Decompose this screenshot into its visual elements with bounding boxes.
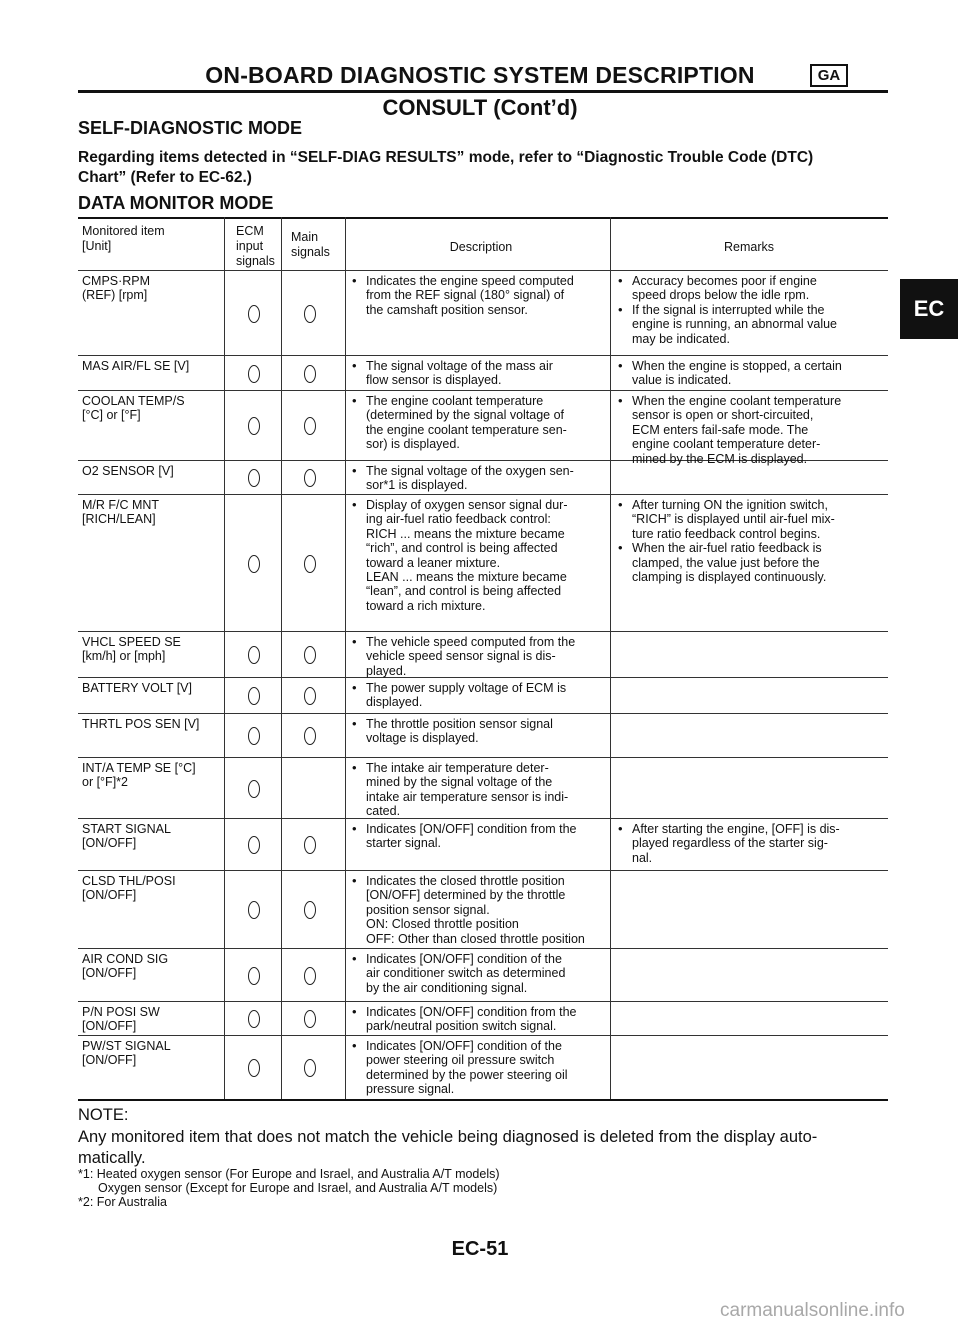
row-description: The engine coolant temperature [366,394,544,408]
row-remarks: ECM enters fail-safe mode. The [632,422,809,437]
row-description: air conditioner switch as determined [366,966,566,981]
ecm-input-mark [248,305,260,323]
footnote-2: *2: For Australia [78,1195,167,1209]
table-column-rule [224,217,225,1099]
ecm-input-mark [248,417,260,435]
self-diag-heading: SELF-DIAGNOSTIC MODE [78,118,302,138]
table-column-rule [610,217,611,1099]
row-description: ing air-fuel ratio feedback control: [366,512,551,527]
row-monitored-item: AIR COND SIG [82,952,169,966]
row-description: [ON/OFF] determined by the throttle [366,888,566,903]
row-description: displayed. [366,695,423,710]
remarks-bullet: • [618,821,623,836]
header-monitored-item: [Unit] [82,239,112,253]
ecm-input-mark [248,365,260,383]
row-description: sor*1 is displayed. [366,478,468,493]
ecm-input-mark [248,1010,260,1028]
header-main-signals: Main [291,230,319,244]
ecm-input-mark [248,646,260,664]
ecm-input-mark [248,780,260,798]
row-description: The throttle position sensor signal [366,717,553,731]
row-monitored-item: CMPS·RPM [82,274,151,288]
header-rule [78,90,888,93]
row-monitored-item: [RICH/LEAN] [82,512,156,527]
page-number: EC-51 [451,1238,509,1260]
page-title: ON-BOARD DIAGNOSTIC SYSTEM DESCRIPTION [205,62,755,88]
row-monitored-item: (REF) [rpm] [82,288,148,303]
table-row-rule [78,818,888,819]
self-diag-text [78,148,898,188]
description-bullet: • [352,497,357,512]
row-remarks: nal. [632,850,653,865]
row-monitored-item: MAS AIR/FL SE [V] [82,359,190,373]
row-monitored-item: O2 SENSOR [V] [82,464,174,478]
description-bullet: • [352,393,357,408]
row-description: (determined by the signal voltage of [366,408,565,423]
table-row-rule [78,948,888,949]
row-remarks: value is indicated. [632,373,732,388]
description-bullet: • [352,680,357,695]
main-signal-mark [304,1010,316,1028]
row-monitored-item: START SIGNAL [82,822,171,836]
row-description: sor) is displayed. [366,437,460,452]
row-description: toward a rich mixture. [366,598,486,613]
row-description: the engine coolant temperature sen- [366,422,567,437]
row-description: Indicates [ON/OFF] condition from the [366,1005,577,1019]
description-bullet: • [352,358,357,373]
table-bottom-rule [78,1099,888,1101]
main-signal-mark [304,967,316,985]
table-row-rule [78,494,888,495]
remarks-bullet: • [618,358,623,373]
table-row-rule [78,677,888,678]
row-monitored-item: CLSD THL/POSI [82,874,176,888]
header-main-signals: signals [291,245,330,259]
row-remarks: Accuracy becomes poor if engine [632,274,817,288]
description-bullet: • [352,634,357,649]
row-monitored-item: BATTERY VOLT [V] [82,681,192,695]
remarks-bullet: • [618,393,623,408]
row-remarks: clamping is displayed continuously. [632,570,827,584]
ecm-input-mark [248,687,260,705]
row-description: Indicates [ON/OFF] condition of the [366,1039,562,1053]
table-top-rule [78,217,888,219]
row-description: park/neutral position switch signal. [366,1019,557,1034]
table-row-rule [78,631,888,632]
ecm-input-mark [248,555,260,573]
description-bullet: • [352,1038,357,1053]
description-bullet: • [352,760,357,775]
ecm-input-mark [248,1059,260,1077]
row-description: ON: Closed throttle position [366,917,519,932]
ecm-input-mark [248,727,260,745]
ecm-input-mark [248,901,260,919]
table-row-rule [78,757,888,758]
data-monitor-heading: DATA MONITOR MODE [78,193,274,213]
page-subtitle: CONSULT (Cont’d) [382,95,578,120]
note-line-2: matically. [78,1149,146,1167]
description-bullet: • [352,1004,357,1019]
main-signal-mark [304,469,316,487]
row-description: mined by the signal voltage of the [366,775,553,790]
table-row-rule [78,713,888,714]
row-monitored-item: THRTL POS SEN [V] [82,717,200,731]
row-description: Indicates the engine speed computed [366,274,574,288]
row-remarks: engine is running, an abnormal value [632,317,837,332]
footnote-1: *1: Heated oxygen sensor (For Europe and Israel, and Australia A/T models) [78,1167,500,1181]
row-description: power steering oil pressure switch [366,1053,555,1068]
row-remarks: played regardless of the starter sig- [632,836,828,851]
row-description: Indicates [ON/OFF] condition from the [366,822,577,836]
row-remarks: mined by the ECM is displayed. [632,451,808,466]
row-description: The intake air temperature deter- [366,761,549,775]
row-remarks: sensor is open or short-circuited, [632,408,814,423]
remarks-bullet: • [618,540,623,556]
row-monitored-item: [ON/OFF] [82,888,137,903]
row-description: LEAN ... means the mixture became [366,570,567,584]
table-header-rule [78,270,888,271]
header-ecm-input-signals: input [236,239,264,253]
row-remarks: If the signal is interrupted while the [632,302,825,317]
table-row-rule [78,1001,888,1002]
description-bullet: • [352,463,357,478]
row-description: starter signal. [366,836,442,851]
row-description: by the air conditioning signal. [366,980,528,995]
note-line-1: Any monitored item that does not match the vehicle being diagnosed is deleted from the display auto- [78,1128,818,1146]
main-signal-mark [304,555,316,573]
watermark: carmanualsonline.info [720,1300,905,1321]
description-bullet: • [352,716,357,731]
row-description: The signal voltage of the mass air [366,359,553,373]
row-description: flow sensor is displayed. [366,373,502,388]
section-tab-ec: EC [900,279,958,339]
remarks-bullet: • [618,273,623,288]
note-label: NOTE: [78,1106,129,1124]
main-signal-mark [304,836,316,854]
row-monitored-item: or [°F]*2 [82,775,128,790]
main-signal-mark [304,901,316,919]
description-bullet: • [352,821,357,836]
row-monitored-item: [ON/OFF] [82,836,137,851]
row-description: from the REF signal (180° signal) of [366,288,565,303]
row-remarks: When the air-fuel ratio feedback is [632,541,822,556]
row-remarks: After starting the engine, [OFF] is dis- [632,822,840,836]
row-remarks: clamped, the value just before the [632,555,820,570]
row-monitored-item: M/R F/C MNT [82,498,160,512]
table-row-rule [78,390,888,391]
table-column-rule [345,217,346,1099]
table-row-rule [78,1035,888,1036]
self-diag-text-line-2: Chart” (Refer to EC-62.) [78,169,252,186]
main-signal-mark [304,1059,316,1077]
ecm-input-mark [248,469,260,487]
row-description: The power supply voltage of ECM is [366,681,567,695]
row-description: “lean”, and control is being affected [366,584,562,599]
header-description: Description [449,240,513,254]
row-description: The vehicle speed computed from the [366,635,576,649]
row-description: Indicates the closed throttle position [366,874,565,888]
description-bullet: • [352,951,357,966]
main-signal-mark [304,365,316,383]
main-signal-mark [304,646,316,664]
footnote-1-cont: Oxygen sensor (Except for Europe and Israel, and Australia A/T models) [98,1181,498,1195]
header-ecm-input-signals: signals [236,254,275,268]
row-description: RICH ... means the mixture became [366,526,565,541]
row-monitored-item: COOLAN TEMP/S [82,394,185,408]
table-row-rule [78,870,888,871]
row-monitored-item: VHCL SPEED SE [82,635,181,649]
row-monitored-item: [km/h] or [mph] [82,649,166,664]
main-signal-mark [304,417,316,435]
main-signal-mark [304,687,316,705]
ecm-input-mark [248,836,260,854]
description-bullet: • [352,273,357,288]
row-remarks: When the engine coolant temperature [632,394,842,408]
row-monitored-item: [°C] or [°F] [82,408,141,423]
row-description: The signal voltage of the oxygen sen- [366,464,574,478]
description-bullet: • [352,873,357,888]
header-monitored-item: Monitored item [82,224,165,238]
table-row-rule [78,355,888,356]
row-description: vehicle speed sensor signal is dis- [366,649,556,664]
row-remarks: When the engine is stopped, a certain [632,359,842,373]
row-description: OFF: Other than closed throttle position [366,931,585,946]
row-description: determined by the power steering oil [366,1067,568,1082]
header-remarks: Remarks [723,240,774,254]
row-monitored-item: [ON/OFF] [82,966,137,981]
ecm-input-mark [248,967,260,985]
row-monitored-item: PW/ST SIGNAL [82,1039,171,1053]
row-description: played. [366,663,407,678]
remarks-bullet: • [618,497,623,512]
row-remarks: engine coolant temperature deter- [632,437,821,452]
row-description: cated. [366,804,401,819]
row-remarks: After turning ON the ignition switch, [632,498,828,512]
row-monitored-item: [ON/OFF] [82,1019,137,1034]
main-signal-mark [304,305,316,323]
row-monitored-item: P/N POSI SW [82,1005,160,1019]
row-remarks: speed drops below the idle rpm. [632,288,810,303]
section-badge: GA [810,64,848,87]
row-description: “rich”, and control is being affected [366,541,558,556]
remarks-bullet: • [618,301,623,317]
row-description: voltage is displayed. [366,731,479,746]
row-remarks: “RICH” is displayed until air-fuel mix- [632,512,835,527]
row-description: position sensor signal. [366,902,490,917]
row-remarks: may be indicated. [632,331,730,346]
row-description: the camshaft position sensor. [366,302,528,317]
main-signal-mark [304,727,316,745]
row-remarks: ture ratio feedback control begins. [632,526,821,541]
row-description: Indicates [ON/OFF] condition of the [366,952,562,966]
row-monitored-item: INT/A TEMP SE [°C] [82,761,196,775]
self-diag-text-line-1: Regarding items detected in “SELF-DIAG RESULTS” mode, refer to “Diagnostic Trouble Code (DTC) [78,149,814,166]
row-description: Display of oxygen sensor signal dur- [366,498,568,512]
row-description: toward a leaner mixture. [366,555,501,570]
row-description: intake air temperature sensor is indi- [366,789,569,804]
row-description: pressure signal. [366,1082,455,1097]
header-ecm-input-signals: ECM [236,224,264,238]
table-column-rule [281,217,282,1099]
row-monitored-item: [ON/OFF] [82,1053,137,1068]
